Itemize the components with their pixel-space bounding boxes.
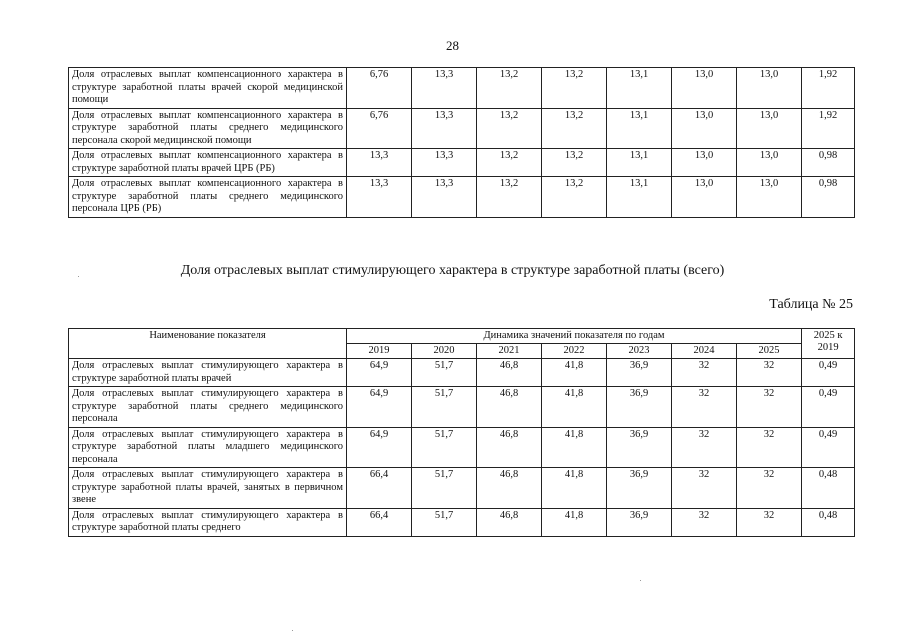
value-cell: 32 xyxy=(737,387,802,428)
value-cell: 32 xyxy=(672,468,737,509)
indicator-name-cell: Доля отраслевых выплат стимулирующего характера в структуре заработной платы врачей, занятых в первичном звене xyxy=(69,468,347,509)
value-cell: 41,8 xyxy=(542,427,607,468)
value-cell: 0,49 xyxy=(802,359,855,387)
value-cell: 66,4 xyxy=(347,508,412,536)
value-cell: 32 xyxy=(737,427,802,468)
value-cell: 32 xyxy=(737,359,802,387)
table-row xyxy=(69,68,855,109)
value-cell: 13,3 xyxy=(347,149,412,177)
table-row xyxy=(69,387,855,428)
value-cell: 32 xyxy=(737,468,802,509)
table-header xyxy=(69,329,855,359)
value-cell: 13,1 xyxy=(607,68,672,109)
section-title: Доля отраслевых выплат стимулирующего характера в структуре заработной платы (всего) xyxy=(180,263,725,278)
value-cell: 13,3 xyxy=(412,68,477,109)
table-row xyxy=(69,468,855,509)
value-cell: 13,1 xyxy=(607,177,672,218)
value-cell: 36,9 xyxy=(607,508,672,536)
stimulating-share-table xyxy=(68,328,855,537)
value-cell: 51,7 xyxy=(412,359,477,387)
value-cell: 66,4 xyxy=(347,468,412,509)
value-cell: 51,7 xyxy=(412,387,477,428)
scan-speck xyxy=(78,276,79,277)
value-cell: 32 xyxy=(672,387,737,428)
value-cell: 13,2 xyxy=(477,108,542,149)
value-cell: 51,7 xyxy=(412,508,477,536)
value-cell: 36,9 xyxy=(607,468,672,509)
scan-speck xyxy=(640,580,641,581)
value-cell: 13,1 xyxy=(607,149,672,177)
value-cell: 0,48 xyxy=(802,508,855,536)
value-cell: 1,92 xyxy=(802,68,855,109)
value-cell: 32 xyxy=(737,508,802,536)
value-cell: 13,2 xyxy=(477,68,542,109)
value-cell: 41,8 xyxy=(542,359,607,387)
value-cell: 41,8 xyxy=(542,468,607,509)
indicator-name-cell: Доля отраслевых выплат компенсационного характера в структуре заработной платы среднего медицинского персонала скорой медицинской помощи xyxy=(69,108,347,149)
value-cell: 64,9 xyxy=(347,359,412,387)
indicator-name-cell: Доля отраслевых выплат компенсационного характера в структуре заработной платы среднего медицинского персонала ЦРБ (РБ) xyxy=(69,177,347,218)
value-cell: 46,8 xyxy=(477,427,542,468)
value-cell: 32 xyxy=(672,427,737,468)
indicator-name-cell: Доля отраслевых выплат стимулирующего характера в структуре заработной платы среднего медицинского персонала xyxy=(69,387,347,428)
value-cell: 6,76 xyxy=(347,108,412,149)
value-cell: 13,0 xyxy=(672,177,737,218)
header-dynamics: Динамика значений показателя по годам xyxy=(347,329,802,344)
year-header-cell: 2024 xyxy=(672,344,737,359)
value-cell: 51,7 xyxy=(412,427,477,468)
value-cell: 13,0 xyxy=(672,68,737,109)
table-row xyxy=(69,359,855,387)
indicator-name-cell: Доля отраслевых выплат стимулирующего характера в структуре заработной платы врачей xyxy=(69,359,347,387)
table-row xyxy=(69,427,855,468)
value-cell: 0,48 xyxy=(802,468,855,509)
value-cell: 46,8 xyxy=(477,359,542,387)
value-cell: 36,9 xyxy=(607,359,672,387)
value-cell: 13,2 xyxy=(542,68,607,109)
value-cell: 13,0 xyxy=(672,108,737,149)
value-cell: 36,9 xyxy=(607,387,672,428)
value-cell: 0,98 xyxy=(802,149,855,177)
value-cell: 13,3 xyxy=(347,177,412,218)
table-row xyxy=(69,108,855,149)
value-cell: 13,0 xyxy=(737,177,802,218)
value-cell: 13,2 xyxy=(542,177,607,218)
value-cell: 46,8 xyxy=(477,508,542,536)
year-header-cell: 2023 xyxy=(607,344,672,359)
value-cell: 64,9 xyxy=(347,427,412,468)
header-ratio: 2025 к 2019 xyxy=(802,329,855,359)
value-cell: 0,49 xyxy=(802,387,855,428)
year-header-cell: 2022 xyxy=(542,344,607,359)
year-header-cell: 2021 xyxy=(477,344,542,359)
value-cell: 13,0 xyxy=(737,108,802,149)
value-cell: 13,3 xyxy=(412,177,477,218)
year-header-cell: 2020 xyxy=(412,344,477,359)
year-header-cell: 2025 xyxy=(737,344,802,359)
value-cell: 36,9 xyxy=(607,427,672,468)
stimulating-table-body xyxy=(69,359,855,537)
value-cell: 46,8 xyxy=(477,468,542,509)
table-row xyxy=(69,177,855,218)
compensation-table-body xyxy=(69,68,855,218)
value-cell: 13,3 xyxy=(412,108,477,149)
value-cell: 13,3 xyxy=(412,149,477,177)
indicator-name-cell: Доля отраслевых выплат компенсационного характера в структуре заработной платы врачей ЦРБ (РБ) xyxy=(69,149,347,177)
value-cell: 32 xyxy=(672,359,737,387)
value-cell: 13,0 xyxy=(737,149,802,177)
value-cell: 13,2 xyxy=(542,108,607,149)
table-row xyxy=(69,508,855,536)
value-cell: 13,2 xyxy=(477,177,542,218)
value-cell: 13,2 xyxy=(477,149,542,177)
indicator-name-cell: Доля отраслевых выплат стимулирующего характера в структуре заработной платы младшего медицинского персонала xyxy=(69,427,347,468)
value-cell: 51,7 xyxy=(412,468,477,509)
value-cell: 13,1 xyxy=(607,108,672,149)
table-number: Таблица № 25 xyxy=(769,297,853,312)
value-cell: 0,98 xyxy=(802,177,855,218)
page-number: 28 xyxy=(446,38,459,53)
value-cell: 13,0 xyxy=(737,68,802,109)
value-cell: 6,76 xyxy=(347,68,412,109)
indicator-name-cell: Доля отраслевых выплат стимулирующего характера в структуре заработной платы среднего xyxy=(69,508,347,536)
value-cell: 1,92 xyxy=(802,108,855,149)
value-cell: 41,8 xyxy=(542,387,607,428)
value-cell: 41,8 xyxy=(542,508,607,536)
value-cell: 13,0 xyxy=(672,149,737,177)
scan-speck xyxy=(292,630,293,631)
year-header-cell: 2019 xyxy=(347,344,412,359)
indicator-name-cell: Доля отраслевых выплат компенсационного характера в структуре заработной платы врачей скорой медицинской помощи xyxy=(69,68,347,109)
header-indicator-name: Наименование показателя xyxy=(69,329,347,359)
value-cell: 46,8 xyxy=(477,387,542,428)
compensation-share-table xyxy=(68,67,855,218)
value-cell: 13,2 xyxy=(542,149,607,177)
table-row xyxy=(69,149,855,177)
value-cell: 64,9 xyxy=(347,387,412,428)
value-cell: 32 xyxy=(672,508,737,536)
value-cell: 0,49 xyxy=(802,427,855,468)
